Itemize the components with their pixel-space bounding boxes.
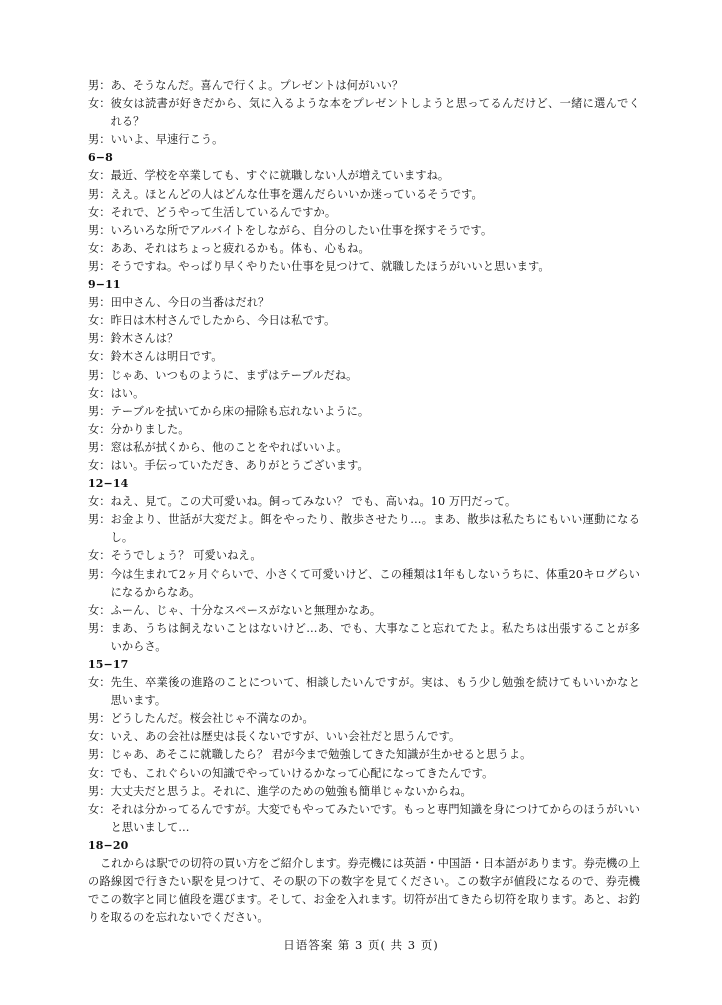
dialogue-text: いいよ、早速行こう。 xyxy=(110,133,224,147)
dialogue-line xyxy=(88,240,640,258)
dialogue-text: 先生、卒業後の進路のことについて、相談したいんですが。実は、もう少し勉強を続けてもいいかなと思います。 xyxy=(110,676,640,708)
speaker-label: 女： xyxy=(88,97,111,111)
dialogue-text: 今は生まれて2ヶ月ぐらいで、小さくて可愛いけど、この種類は1年もしないうちに、体重20キログらいになるからなあ。 xyxy=(110,567,640,599)
dialogue-text: それは分かってるんですが。大変でもやってみたいです。もっと専門知識を身につけてからのほうがいいと思いまして… xyxy=(110,802,640,834)
dialogue-line xyxy=(88,330,640,348)
dialogue-line xyxy=(88,439,640,457)
speaker-label: 男： xyxy=(88,332,111,346)
narration-paragraph: これからは駅での切符の買い方をご紹介します。券売機には英語・中国語・日本語があります。券売機の上の路線図で行きたい駅を見つけて、その駅の下の数字を見てください。この数字が値段になるので、券売機でこの数字と同じ値段を選びます。そして、お金を入れます。切符が出てきたら切符を取ります。あと、お釣りを取るのを忘れないでください。 xyxy=(88,857,641,925)
dialogue-text: 鈴木さんは？ xyxy=(110,332,179,346)
dialogue-line xyxy=(88,294,640,312)
dialogue-line xyxy=(88,547,640,565)
dialogue-line xyxy=(88,728,640,746)
dialogue-line xyxy=(88,493,640,511)
speaker-label: 男： xyxy=(88,223,111,237)
dialogue-line xyxy=(88,801,640,837)
speaker-label: 男： xyxy=(88,440,111,454)
dialogue-text: ふーん、じゃ、十分なスペースがないと無理かなあ。 xyxy=(110,603,382,617)
dialogue-text: テーブルを拭いてから床の掃除も忘れないように。 xyxy=(110,404,370,418)
dialogue-text: いろいろな所でアルバイトをしながら、自分のしたい仕事を探すそうです。 xyxy=(110,223,493,237)
speaker-label: 男： xyxy=(88,368,111,382)
speaker-label: 女： xyxy=(88,495,111,509)
dialogue-text: どうしたんだ。桜会社じゃ不満なのか。 xyxy=(110,712,314,726)
dialogue-line xyxy=(88,77,640,95)
dialogue-text: 彼女は読書が好きだから、気に入るような本をプレゼントしようと思ってるんだけど、一緒に選んでくれる？ xyxy=(110,97,640,129)
speaker-label: 男： xyxy=(88,133,111,147)
dialogue-text: はい。手伝っていただき、ありがとうございます。 xyxy=(110,458,369,472)
dialogue-text: お金より、世話が大変だよ。餌をやったり、散歩させたり…。まあ、散歩は私たちにもいい運動になるし。 xyxy=(110,513,640,545)
dialogue-text: ああ、それはちょっと疲れるかも。体も、心もね。 xyxy=(110,241,370,255)
dialogue-line xyxy=(88,367,640,385)
section-label: 18−20 xyxy=(88,838,129,852)
dialogue-line xyxy=(88,421,640,439)
speaker-label: 女： xyxy=(88,169,111,183)
speaker-label: 女： xyxy=(88,422,111,436)
dialogue-text: じゃあ、あそこに就職したら？ 君が今まで勉強してきた知識が生かせると思うよ。 xyxy=(110,748,532,762)
dialogue-text: それで、どうやって生活しているんですか。 xyxy=(110,205,337,219)
dialogue-line xyxy=(88,222,640,240)
speaker-label: 男： xyxy=(88,187,111,201)
transcript-content xyxy=(88,77,640,927)
speaker-label: 男： xyxy=(88,296,111,310)
speaker-label: 女： xyxy=(88,730,111,744)
dialogue-line xyxy=(88,167,640,185)
dialogue-line xyxy=(88,566,640,602)
dialogue-line xyxy=(88,95,640,131)
dialogue-text: 最近、学校を卒業しても、すぐに就職しない人が増えていますね。 xyxy=(110,169,450,183)
speaker-label: 男： xyxy=(88,784,111,798)
dialogue-line xyxy=(88,511,640,547)
dialogue-text: 昨日は木村さんでしたから、今日は私です。 xyxy=(110,314,336,328)
speaker-label: 男： xyxy=(88,513,111,527)
speaker-label: 女： xyxy=(88,350,111,364)
speaker-label: 男： xyxy=(88,712,111,726)
speaker-label: 男： xyxy=(88,404,111,418)
dialogue-line xyxy=(88,204,640,222)
dialogue-line xyxy=(88,186,640,204)
dialogue-line xyxy=(88,385,640,403)
speaker-label: 女： xyxy=(88,802,111,816)
dialogue-text: 鈴木さんは明日です。 xyxy=(110,350,223,364)
section-label: 6−8 xyxy=(88,151,113,165)
speaker-label: 女： xyxy=(88,766,111,780)
dialogue-line xyxy=(88,765,640,783)
speaker-label: 女： xyxy=(88,603,111,617)
dialogue-line xyxy=(88,258,640,276)
dialogue-line xyxy=(88,746,640,764)
section-label: 9−11 xyxy=(88,278,121,292)
dialogue-text: じゃあ、いつものように、まずはテーブルだね。 xyxy=(110,368,358,382)
dialogue-line xyxy=(88,783,640,801)
speaker-label: 男： xyxy=(88,79,111,92)
speaker-label: 女： xyxy=(88,241,111,255)
speaker-label: 女： xyxy=(88,676,111,690)
dialogue-text: そうですね。やっぱり早くやりたい仕事を見つけて、就職したほうがいいと思います。 xyxy=(110,259,550,273)
dialogue-line xyxy=(88,602,640,620)
dialogue-line xyxy=(88,674,640,710)
dialogue-text: いえ、あの会社は歴史は長くないですが、いい会社だと思うんです。 xyxy=(110,730,461,744)
dialogue-text: ええ。ほとんどの人はどんな仕事を選んだらいいか迷っているそうです。 xyxy=(110,187,483,201)
speaker-label: 女： xyxy=(88,314,111,328)
dialogue-line xyxy=(88,710,640,728)
dialogue-text: 大丈夫だと思うよ。それに、進学のための勉強も簡単じゃないからね。 xyxy=(110,784,472,798)
section-label: 12−14 xyxy=(88,477,129,491)
speaker-label: 女： xyxy=(88,205,111,219)
dialogue-line xyxy=(88,348,640,366)
dialogue-text: 窓は私が拭くから、他のことをやればいいよ。 xyxy=(110,440,348,454)
dialogue-line xyxy=(88,457,640,475)
dialogue-text: はい。 xyxy=(110,386,145,400)
dialogue-text: でも、これぐらいの知識でやっていけるかなって心配になってきたんです。 xyxy=(110,766,494,780)
dialogue-text: 分かりました。 xyxy=(110,422,190,436)
dialogue-text: あ、そうなんだ。喜んで行くよ。プレゼントは何がいい？ xyxy=(110,79,404,92)
dialogue-text: そうでしょう？ 可愛いねえ。 xyxy=(110,549,262,563)
dialogue-text: ねえ、見て。この犬可愛いね。飼ってみない？ でも、高いね。10 万円だって。 xyxy=(110,495,517,509)
dialogue-line xyxy=(88,620,640,656)
dialogue-line xyxy=(88,312,640,330)
page-footer: 日语答案 第 3 页( 共 3 页) xyxy=(283,938,439,952)
speaker-label: 男： xyxy=(88,259,111,273)
speaker-label: 女： xyxy=(88,386,111,400)
speaker-label: 男： xyxy=(88,748,111,762)
dialogue-line xyxy=(88,403,640,421)
speaker-label: 女： xyxy=(88,458,111,472)
dialogue-text: 田中さん、今日の当番はだれ？ xyxy=(110,296,270,310)
dialogue-text: まあ、うちは飼えないことはないけど…あ、でも、大事なこと忘れてたよ。私たちは出張することが多いからさ。 xyxy=(110,621,640,653)
speaker-label: 女： xyxy=(88,549,111,563)
speaker-label: 男： xyxy=(88,621,111,635)
dialogue-line xyxy=(88,131,640,149)
speaker-label: 男： xyxy=(88,567,111,581)
section-label: 15−17 xyxy=(88,658,129,671)
